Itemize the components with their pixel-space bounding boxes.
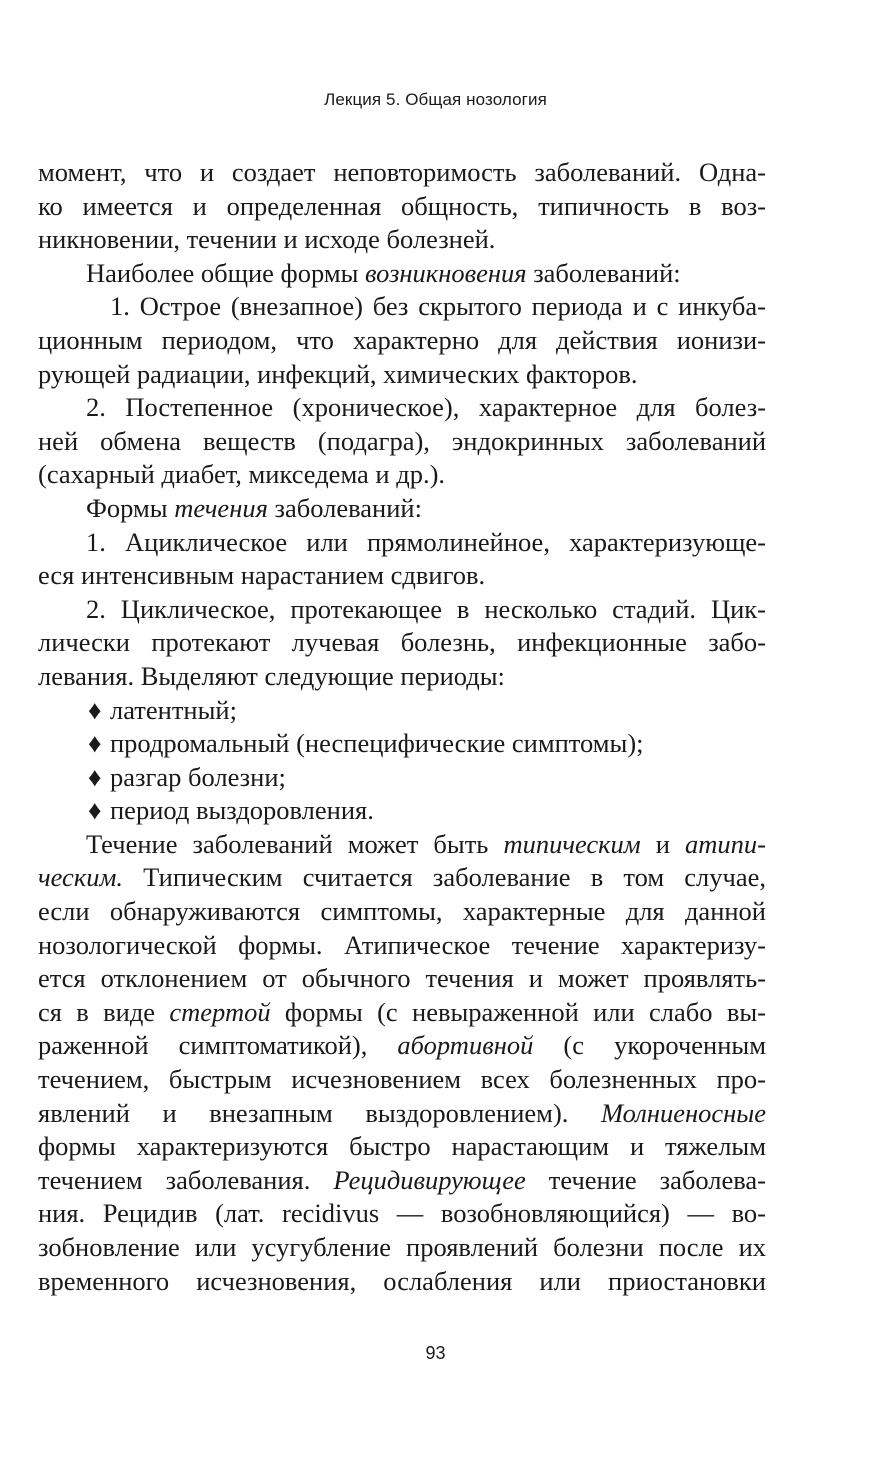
text-run: заболеваний:: [526, 257, 681, 288]
text-run: ется отклонением от обычного течения и может проявлять-: [38, 963, 766, 994]
text-line: [38, 861, 766, 895]
text-line: [38, 290, 766, 324]
text-line: [38, 626, 766, 660]
text-run: еся интенсивным нарастанием сдвигов.: [38, 560, 486, 591]
bullet-item: [38, 727, 766, 761]
text-line: [38, 828, 766, 862]
text-line: [38, 1197, 766, 1231]
body-text: [38, 156, 766, 1298]
text-line: [38, 526, 766, 560]
text-line: [38, 190, 766, 224]
italic-term: стертой: [169, 996, 271, 1027]
text-run: течение заболева-: [525, 1164, 766, 1195]
text-run: левания. Выделяют следующие периоды:: [38, 660, 505, 691]
text-line: [38, 660, 766, 694]
italic-term: Рецидивирующее: [333, 1164, 526, 1195]
text-run: лически протекают лучевая болезнь, инфекционные забо-: [38, 627, 766, 658]
text-run: разгар болезни;: [110, 761, 286, 792]
diamond-bullet-icon: ♦: [88, 761, 102, 792]
text-run: (сахарный диабет, микседема и др.).: [38, 459, 446, 490]
text-run: формы (с невыраженной или слабо вы-: [270, 996, 766, 1027]
text-run: течением заболевания.: [38, 1164, 334, 1195]
text-run: зобновление или усугубление проявлений болезни после их: [38, 1232, 766, 1262]
italic-term: возникновения: [365, 257, 527, 288]
text-line: [38, 1130, 766, 1164]
text-run: Типическим считается заболевание в том случае,: [123, 862, 766, 893]
bullet-item: [38, 761, 766, 795]
text-line: [38, 593, 766, 627]
italic-term: атипи-: [685, 828, 766, 859]
text-run: нозологической формы. Атипическое течение характеризу-: [38, 929, 766, 960]
text-run: ционным периодом, что характерно для действия ионизи-: [38, 324, 766, 355]
text-line: [38, 1063, 766, 1097]
text-run: раженной симптоматикой),: [38, 1030, 398, 1061]
text-line: [38, 223, 766, 257]
italic-term: Молниеносные: [600, 1097, 766, 1128]
text-line: [38, 391, 766, 425]
text-line: [38, 358, 766, 392]
text-run: никновении, течении и исходе болезней.: [38, 224, 496, 255]
text-run: ней обмена веществ (подагра), эндокринных заболеваний: [38, 425, 766, 456]
text-run: ся в виде: [38, 996, 170, 1027]
text-line: [38, 1231, 766, 1265]
italic-term: типическим: [503, 828, 641, 859]
text-run: течением, быстрым исчезновением всех болезненных про-: [38, 1064, 766, 1095]
text-line: [38, 1029, 766, 1063]
text-run: (с укороченным: [533, 1030, 766, 1061]
text-run: Наиболее общие формы: [86, 257, 366, 288]
text-run: явлений и внезапным выздоровлением).: [38, 1097, 601, 1128]
text-run: и: [640, 828, 686, 859]
text-line: [38, 425, 766, 459]
text-line: [38, 962, 766, 996]
text-run: заболеваний:: [267, 492, 422, 523]
text-run: период выздоровления.: [110, 795, 374, 826]
text-line: [38, 156, 766, 190]
text-run: 1. Ациклическое или прямолинейное, характеризующе-: [86, 526, 766, 557]
text-run: момент, что и создает неповторимость заболеваний. Одна-: [38, 157, 766, 187]
text-line: [38, 1164, 766, 1198]
italic-term: абортивной: [397, 1030, 534, 1061]
text-run: 2. Циклическое, протекающее в несколько стадий. Цик-: [86, 593, 766, 624]
text-line: [38, 257, 766, 291]
text-run: рующей радиации, инфекций, химических факторов.: [38, 358, 638, 389]
text-run: 2. Постепенное (хроническое), характерное для болез-: [86, 392, 766, 423]
text-line: [38, 492, 766, 526]
text-line: [38, 895, 766, 929]
diamond-bullet-icon: ♦: [88, 694, 102, 725]
page-number: 93: [425, 1343, 446, 1363]
text-run: формы характеризуются быстро нарастающим и тяжелым: [38, 1131, 766, 1162]
text-run: Формы: [86, 492, 175, 523]
text-line: [38, 559, 766, 593]
text-run: временного исчезновения, ослабления или приостановки: [38, 1265, 766, 1296]
text-run: латентный;: [110, 694, 237, 725]
bullet-item: [38, 694, 766, 728]
text-run: 1. Острое (внезапное) без скрытого периода и с инкуба-: [110, 291, 766, 322]
text-run: продромальный (неспецифические симптомы);: [110, 728, 644, 759]
text-run: Течение заболеваний может быть: [86, 828, 504, 859]
text-line: [38, 458, 766, 492]
bullet-item: [38, 794, 766, 828]
text-line: [38, 1265, 766, 1299]
text-line: [38, 324, 766, 358]
text-run: ния. Рецидив (лат. recidivus — возобновляющийся) — во-: [38, 1198, 766, 1229]
diamond-bullet-icon: ♦: [88, 795, 102, 826]
text-line: [38, 1097, 766, 1131]
text-line: [38, 929, 766, 963]
italic-term: течения: [174, 492, 268, 523]
text-run: ко имеется и определенная общность, типичность в воз-: [38, 190, 766, 221]
diamond-bullet-icon: ♦: [88, 728, 102, 759]
italic-term: ческим.: [38, 862, 123, 893]
running-head: Лекция 5. Общая нозология: [324, 90, 547, 109]
text-line: [38, 996, 766, 1030]
text-run: если обнаруживаются симптомы, характерные для данной: [38, 896, 766, 927]
